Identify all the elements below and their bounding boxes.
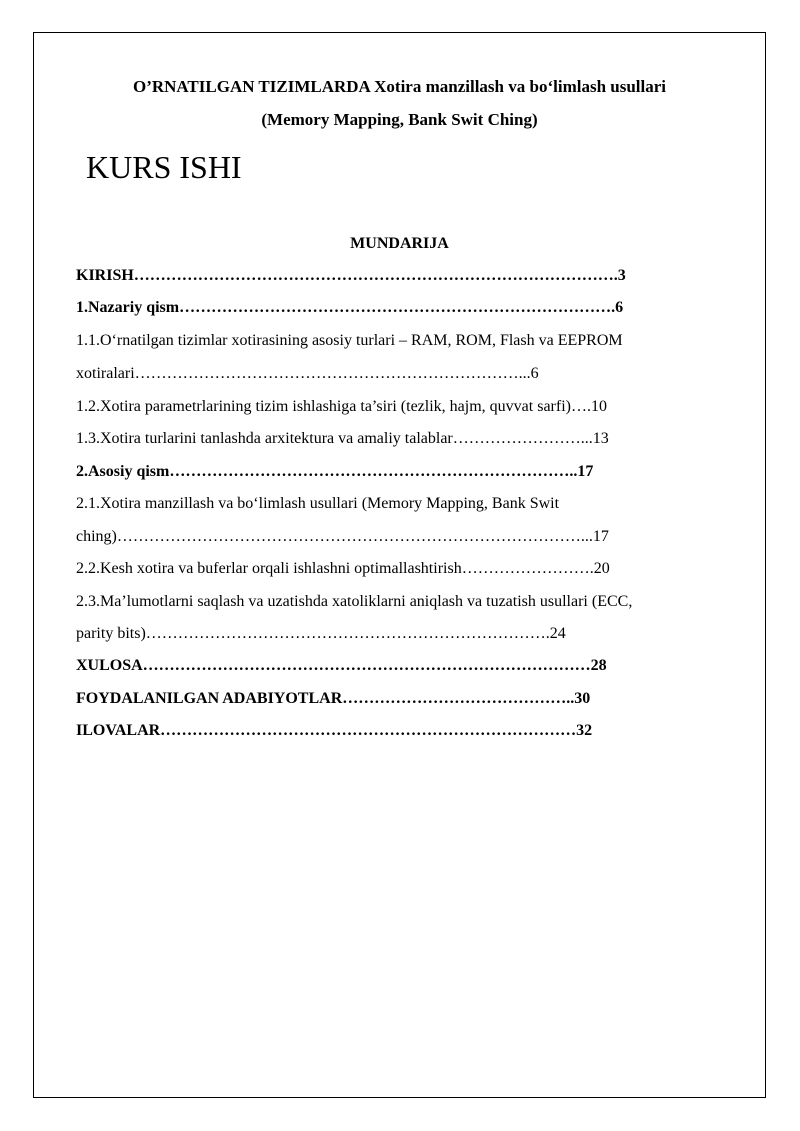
document-title-line2: (Memory Mapping, Bank Swit Ching) xyxy=(261,110,538,129)
toc-entry-nazariy-qism: 1.Nazariy qism……………………………………………………………………….6 xyxy=(76,299,624,316)
toc-entry-kirish: KIRISH……………………………………………………………………………….3 xyxy=(76,267,626,284)
toc-entry-adabiyotlar: FOYDALANILGAN ADABIYOTLAR……………………………………..30 xyxy=(76,690,591,707)
toc-entry-2-1-line2: ching)……………………………………………………………………………...17 xyxy=(76,528,609,545)
toc-entry-1-1-line1: 1.1.O‘rnatilgan tizimlar xotirasining asosiy turlari – RAM, ROM, Flash va EEPROM xyxy=(76,332,623,349)
toc-heading: MUNDARIJA xyxy=(350,235,449,252)
toc-entry-2-1-line1: 2.1.Xotira manzillash va bo‘limlash usullari (Memory Mapping, Bank Swit xyxy=(76,495,560,512)
toc-entry-asosiy-qism: 2.Asosiy qism…………………………………………………………………..17 xyxy=(76,463,594,480)
toc-entry-1-1-line2: xotiralari………………………………………………………………...6 xyxy=(76,365,539,382)
toc-entry-1-3: 1.3.Xotira turlarini tanlashda arxitektura va amaliy talablar……………………...13 xyxy=(76,430,609,447)
toc-entry-1-2: 1.2.Xotira parametrlarining tizim ishlashiga ta’siri (tezlik, hajm, quvvat sarfi)….10 xyxy=(76,398,607,415)
toc-entry-2-2: 2.2.Kesh xotira va buferlar orqali ishlashni optimallashtirish…………………….20 xyxy=(76,560,610,577)
toc-entry-xulosa: XULOSA…………………………………………………………………………28 xyxy=(76,657,607,674)
toc-entry-2-3-line2: parity bits)………………………………………………………………….24 xyxy=(76,625,566,642)
toc-entry-ilovalar: ILOVALAR……………………………………………………………………32 xyxy=(76,722,593,739)
toc-entry-2-3-line1: 2.3.Ma’lumotlarni saqlash va uzatishda xatoliklarni aniqlash va tuzatish usullari (ECC, xyxy=(76,593,633,610)
work-type-heading: KURS ISHI xyxy=(86,149,242,185)
document-title-line1: O’RNATILGAN TIZIMLARDA Xotira manzillash va bo‘limlash usullari xyxy=(132,77,667,96)
